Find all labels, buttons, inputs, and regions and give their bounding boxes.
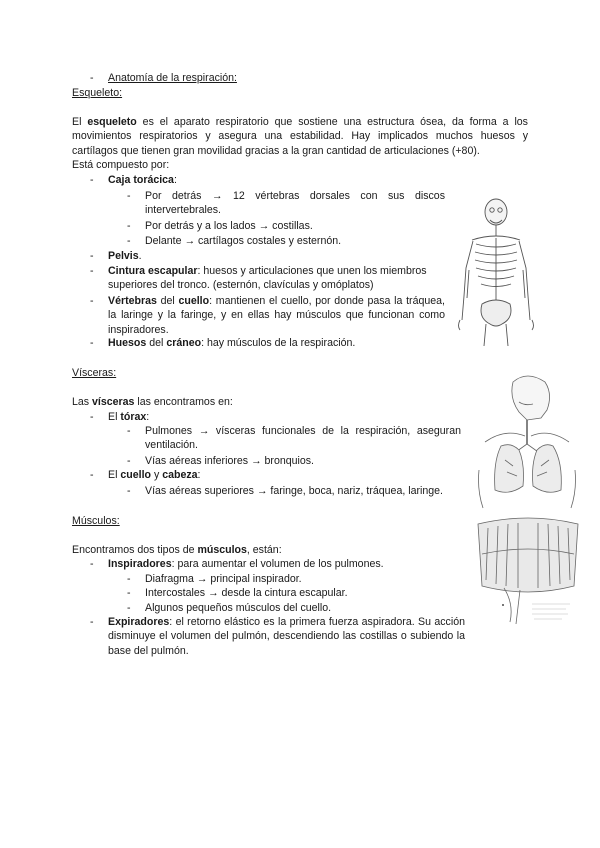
sub-bullet: - [127, 235, 131, 247]
sub-bullet: - [127, 587, 131, 599]
pelvis-item: Pelvis. [108, 250, 142, 262]
bullet-dash: - [90, 295, 94, 307]
sub-bullet: - [127, 602, 131, 614]
bullet-dash: - [90, 337, 94, 349]
respiratory-system-illustration [475, 372, 580, 510]
bullet-dash: - [90, 411, 94, 423]
skeleton-heading: Esqueleto: [72, 87, 123, 99]
bullet-dash: - [90, 265, 94, 277]
bullet-dash: - [90, 558, 94, 570]
caja-sub-3: Delante → cartílagos costales y esternón. [145, 235, 342, 247]
visceras-heading: Vísceras: [72, 367, 117, 379]
insp-sub-1: Diafragma → principal inspirador. [145, 573, 302, 585]
sub-bullet: - [127, 190, 131, 202]
cuello-item: El cuello y cabeza: [108, 469, 201, 481]
cuello-sub-1: Vías aéreas superiores → faringe, boca, nariz, tráquea, laringe. [145, 485, 443, 497]
musculos-heading: Músculos: [72, 515, 120, 527]
musculos-intro: Encontramos dos tipos de músculos, están: [72, 544, 282, 556]
vertebras-item: Vértebras del cuello: mantienen el cuello, por donde pasa la tráquea, la laringe y la faringe, y en ellas hay músculos que funcionan como inspiradores. [108, 295, 445, 336]
sub-bullet: - [127, 425, 131, 437]
inspiradores-item: Inspiradores: para aumentar el volumen de los pulmones. [108, 558, 384, 570]
page-title: Anatomía de la respiración: [108, 72, 237, 84]
insp-sub-3: Algunos pequeños músculos del cuello. [145, 602, 332, 614]
skeleton-intro: El esqueleto es el aparato respiratorio que sostiene una estructura ósea, da forma a los movimientos respiratorios y asegura una estabilidad. Hay implicados muchos huesos y cartílagos que tienen gran movilidad gracias a la gran cantidad de articulaciones (+80). [72, 116, 528, 157]
sub-bullet: - [127, 455, 131, 467]
bullet-dash: - [90, 469, 94, 481]
skeleton-illustration [452, 196, 540, 346]
torax-sub-2: Vías aéreas inferiores → bronquios. [145, 455, 314, 467]
bullet-dash: - [90, 250, 94, 262]
insp-sub-2: Intercostales → desde la cintura escapular. [145, 587, 348, 599]
cintura-item: Cintura escapular: huesos y articulaciones que unen los miembros superiores del tronco. (esternón, clavículas y omóplatos) [108, 265, 427, 292]
sub-bullet: - [127, 573, 131, 585]
expiradores-item: Expiradores: el retorno elástico es la primera fuerza aspiradora. Su acción disminuye el volumen del pulmón, descendiendo las costillas o subiendo la base del pulmón. [108, 616, 465, 657]
sub-bullet: - [127, 485, 131, 497]
composed-label: Está compuesto por: [72, 159, 170, 171]
bullet-dash: - [90, 174, 94, 186]
thorax-muscles-illustration [474, 514, 582, 626]
bullet-dash: - [90, 616, 94, 628]
torax-sub-1: Pulmones → vísceras funcionales de la respiración, aseguran ventilación. [145, 425, 461, 452]
title-bullet: - [90, 72, 94, 84]
sub-bullet: - [127, 220, 131, 232]
caja-sub-1: Por detrás → 12 vértebras dorsales con sus discos intervertebrales. [145, 190, 445, 217]
torax-item: El tórax: [108, 411, 150, 423]
huesos-item: Huesos del cráneo: hay músculos de la respiración. [108, 337, 356, 349]
visceras-intro: Las vísceras las encontramos en: [72, 396, 233, 408]
caja-item: Caja torácica: [108, 174, 177, 186]
caja-sub-2: Por detrás y a los lados → costillas. [145, 220, 313, 232]
